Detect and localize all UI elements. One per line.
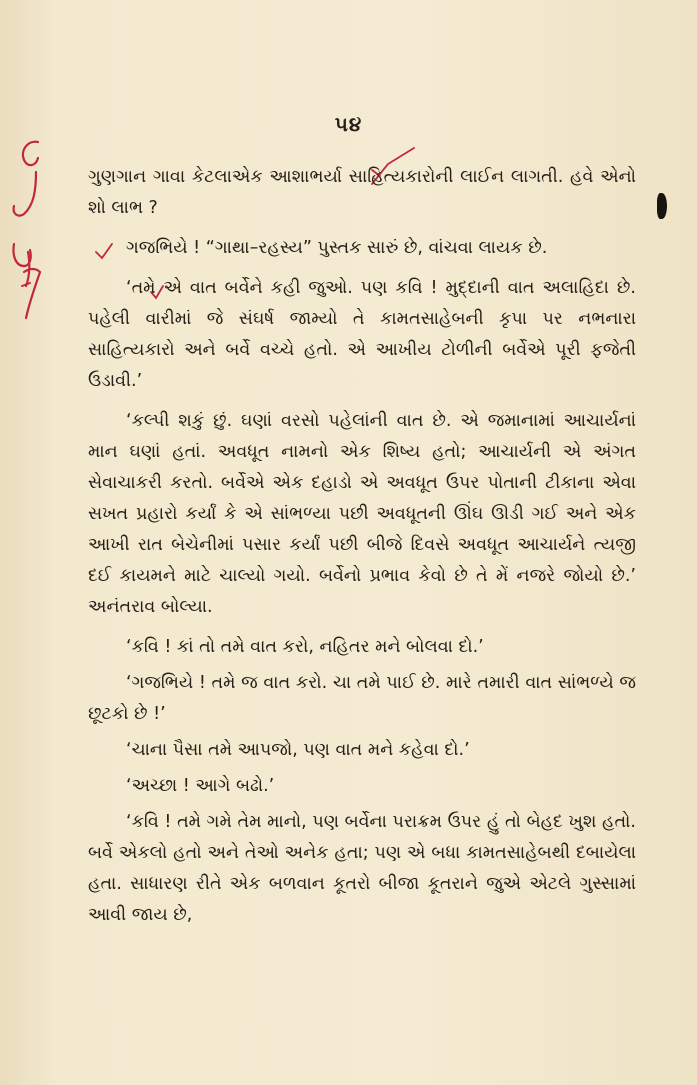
page-number: ૫૪ xyxy=(334,112,363,136)
margin-scribble-upper xyxy=(14,142,38,216)
paragraph: ગજભિયે ! “ગાથા–રહસ્ય” પુસ્તક સારું છે, વાંચવા લાયક છે. xyxy=(126,238,548,258)
paragraph: ‘કવિ ! કાં તો તમે વાત કરો, નહિતર મને બોલવા દો.’ xyxy=(126,637,484,657)
paragraph: ‘ચાના પૈસા તમે આપજો, પણ વાત મને કહેવા દો.’ xyxy=(126,740,470,760)
page-edge-mark xyxy=(657,193,667,219)
margin-tick-marks xyxy=(22,283,30,286)
paragraph: ગુણગાન ગાવા કેટલાએક આશાભર્યા સાહિત્યકારોની લાઈન લાગતી. હવે એનો શો લાભ ? xyxy=(88,167,636,218)
paragraph: ‘અચ્છા ! આગે બઢો.’ xyxy=(126,776,275,796)
margin-scribble-lower xyxy=(13,244,40,318)
paragraph: ‘ગજભિયે ! તમે જ વાત કરો. ચા તમે પાઈ છે. મારે તમારી વાત સાંભળ્યે જ છૂટકો છે !’ xyxy=(88,673,636,724)
body-text xyxy=(88,162,636,940)
paragraph: ‘તમે એ વાત બર્વેને કહી જુઓ. પણ કવિ ! મુદ્દાની વાત અલાહિદા છે. પહેલી વારીમાં જે સંઘર્ષ જામ્યો તે કામતસાહેબની કૃપા પર નભનારા સાહિત્યકારો અને બર્વે વચ્ચે હતો. એ આખીય ટોળીની બર્વેએ પૂરી ફજેતી ઉડાવી.’ xyxy=(88,278,636,391)
paragraph: ‘કવિ ! તમે ગમે તેમ માનો, પણ બર્વેના પરાક્રમ ઉપર હું તો બેહદ ખુશ હતો. બર્વે એકલો હતો અને તેઓ અનેક હતા; પણ એ બધા કામતસાહેબથી દબાયેલા હતા. સાધારણ રીતે એક બળવાન કૂતરો બીજા કૂતરાને જુએ એટલે ગુસ્સામાં આવી જાય છે, xyxy=(88,812,636,925)
paragraph: ‘કલ્પી શકું છું. ઘણાં વરસો પહેલાંની વાત છે. એ જમાનામાં આચાર્યનાં માન ઘણાં હતાં. અવધૂત નામનો એક શિષ્ય હતો; આચાર્યની એ અંગત સેવાચાકરી કરતો. બર્વેએ એક દહાડો એ અવધૂત ઉપર પોતાની ટીકાના એવા સખત પ્રહારો કર્યાં કે એ સાંભળ્યા પછી અવધૂતની ઊંઘ ઊડી ગઈ અને એક આખી રાત બેચેનીમાં પસાર કર્યાં પછી બીજે દિવસે અવધૂત આચાર્યને ત્યજી દઈ કાયમને માટે ચાલ્યો ગયો. બર્વેનો પ્રભાવ કેવો છે તે મેં નજરે જોયો છે.’ અનંતરાવ બોલ્યા. xyxy=(88,411,636,617)
